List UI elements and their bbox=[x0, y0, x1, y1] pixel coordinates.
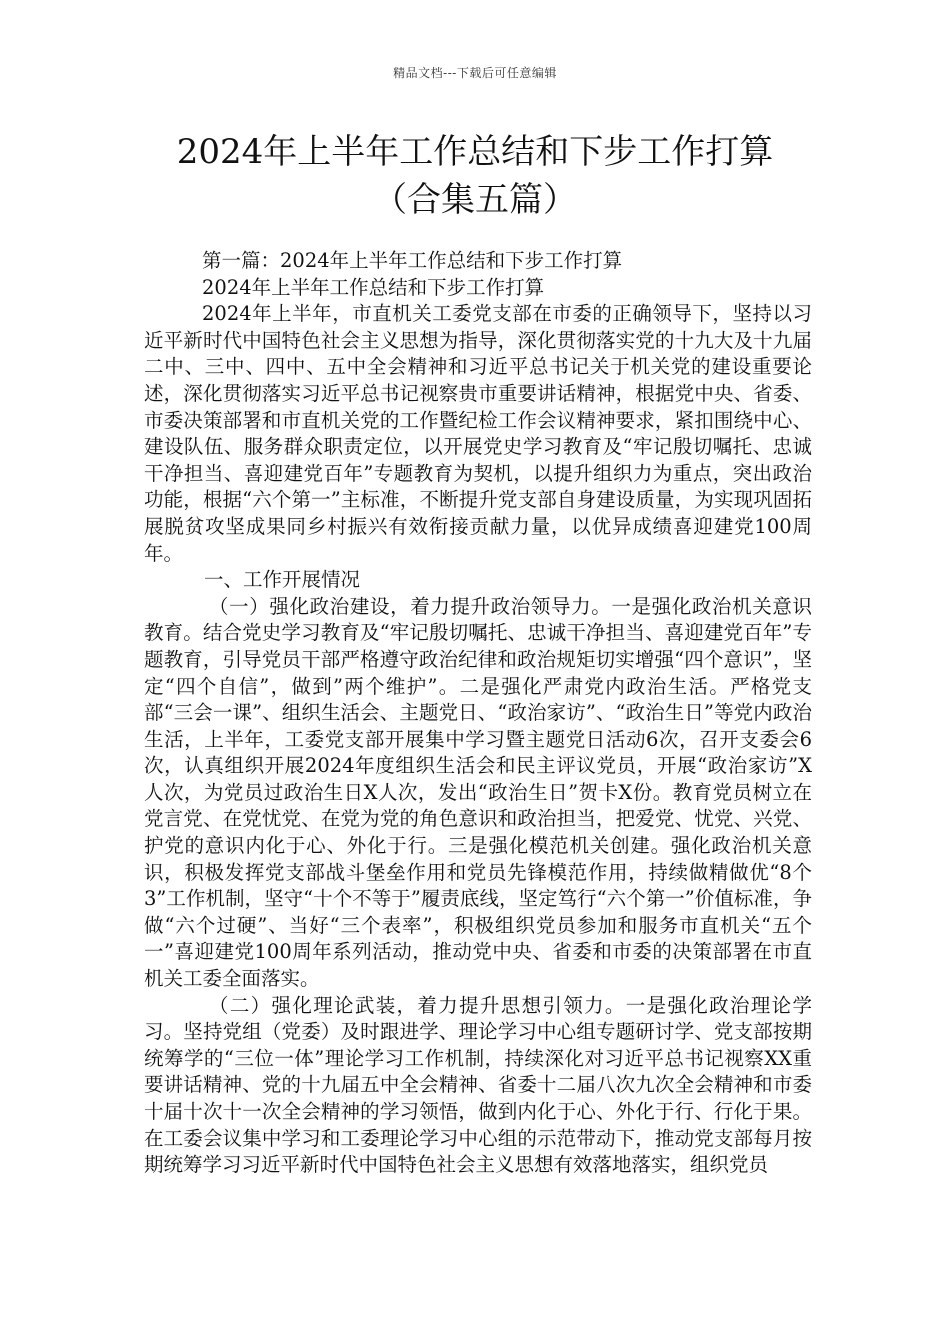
header-note: 精品文档---下载后可任意编辑 bbox=[393, 66, 557, 80]
document-title-line-2: （合集五篇） bbox=[373, 180, 577, 220]
part-heading: 一、工作开展情况 bbox=[204, 568, 361, 592]
body-paragraph-1: （一）强化政治建设，着力提升政治领导力。一是强化政治机关意识教育。结合党史学习教育及“牢记殷切嘱托、忠诚干净担当、喜迎建党百年”专题教育，引导党员干部严格遵守政治纪律和政治规矩切实增强“四个意识”，坚定“四个自信”，做到”两个维护”。二是强化严肃党内政治生活。严格党支部“三会一课”、组织生活会、主题党日、“政治家访”、“政治生日”等党内政治生活，上半年，工委党支部开展集中学习暨主题党日活动6次，召开支委会6次，认真组织开展2024年度组织生活会和民主评议党员，开展“政治家访”X人次，为党员过政治生日X人次，发出“政治生日”贺卡X份。教育党员树立在党言党、在党忧党、在党为党的角色意识和政治担当，把爱党、忧党、兴党、护党的意识内化于心、外化于行。三是强化模范机关创建。强化政治机关意识，积极发挥党支部战斗堡垒作用和党员先锋模范作用，持续做精做优“8个3”工作机制，坚守“十个不等于”履责底线，坚定笃行“六个第一”价值标准，争做“六个过硬”、当好“三个表率”，积极组织党员参加和服务市直机关“五个一”喜迎建党100周年系列活动，推动党中央、省委和市委的决策部署在市直机关工委全面落实。 bbox=[144, 594, 812, 991]
body-paragraph-2: （二）强化理论武装，着力提升思想引领力。一是强化政治理论学习。坚持党组（党委）及时跟进学、理论学习中心组专题研讨学、党支部按期统筹学的“三位一体”理论学习工作机制，持续深化对习近平总书记视察XX重要讲话精神、党的十九届五中全会精神、省委十二届八次九次全会精神和市委十届十次十一次全会精神的学习领悟，做到内化于心、外化于行、行化于果。在工委会议集中学习和工委理论学习中心组的示范带动下，推动党支部每月按期统筹学习习近平新时代中国特色社会主义思想有效落地落实，组织党员 bbox=[144, 993, 812, 1177]
section-heading: 第一篇：2024年上半年工作总结和下步工作打算 bbox=[202, 249, 623, 272]
document-body bbox=[144, 248, 812, 1179]
intro-paragraph: 2024年上半年，市直机关工委党支部在市委的正确领导下，坚持以习近平新时代中国特色社会主义思想为指导，深化贯彻落实党的十九大及十九届二中、三中、四中、五中全会精神和习近平总书记关于机关党的建设重要论述，深化贯彻落实习近平总书记视察贵市重要讲话精神，根据党中央、省委、市委决策部署和市直机关党的工作暨纪检工作会议精神要求，紧扣围绕中心、建设队伍、服务群众职责定位，以开展党史学习教育及“牢记殷切嘱托、忠诚干净担当、喜迎建党百年”专题教育为契机，以提升组织力为重点，突出政治功能，根据“六个第一”主标准，不断提升党支部自身建设质量，为实现巩固拓展脱贫攻坚成果同乡村振兴有效衔接贡献力量，以优异成绩喜迎建党100周年。 bbox=[144, 302, 812, 565]
section-subtitle: 2024年上半年工作总结和下步工作打算 bbox=[202, 275, 545, 299]
document-title-line-1: 2024年上半年工作总结和下步工作打算 bbox=[176, 132, 774, 172]
